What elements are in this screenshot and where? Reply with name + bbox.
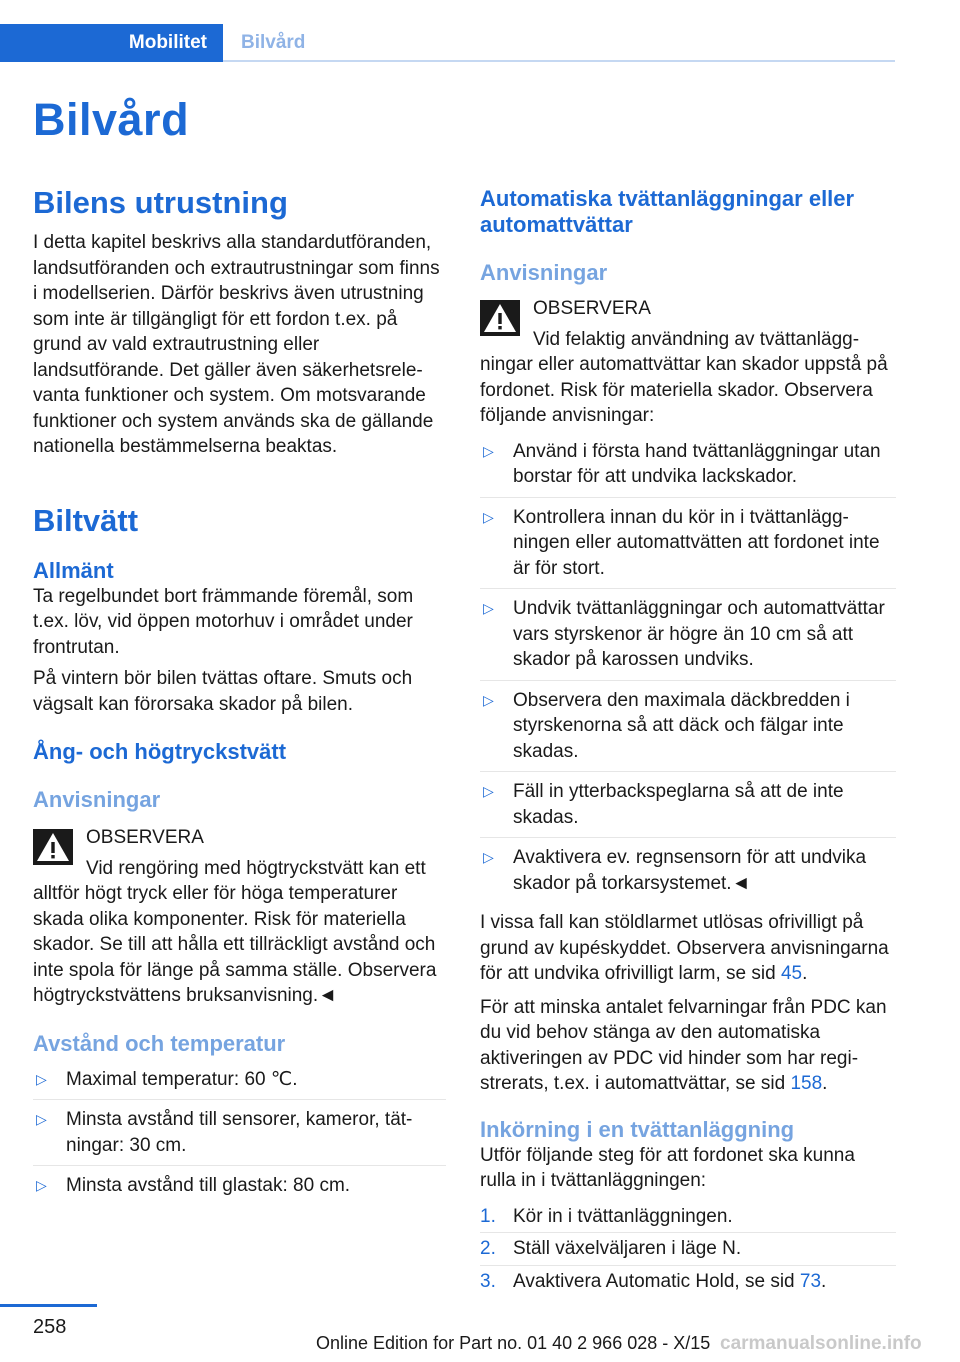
heading-anvisningar-right: Anvisningar bbox=[480, 260, 608, 285]
triangle-bullet-icon: ▷ bbox=[36, 1177, 47, 1193]
footer-accent-line bbox=[0, 1304, 97, 1307]
list-item: ▷ Avaktivera ev. regnsensorn för att undvika skador på torkarsystemet.◄ bbox=[483, 847, 867, 894]
list-item: 2. Ställ växelväljaren i läge N. bbox=[480, 1236, 896, 1266]
triangle-bullet-icon: ▷ bbox=[483, 691, 494, 708]
triangle-bullet-icon: ▷ bbox=[36, 1111, 47, 1127]
left-column bbox=[33, 184, 446, 1213]
list-item: ▷ Kontrollera innan du kör in i tvättanläggningen eller automattvätten att fordonet inte är för stort. bbox=[480, 505, 896, 590]
watermark: carmanualsonline.info bbox=[720, 1333, 922, 1354]
list-item: 3. Avaktivera Automatic Hold, se sid 73. bbox=[480, 1270, 827, 1292]
warning-label: OBSERVERA bbox=[86, 827, 204, 848]
heading-allmant: Allmänt bbox=[33, 557, 114, 583]
paragraph-allmant-2: På vintern bör bilen tvättas oftare. Smuts och vägsalt kan förorsaka skador på bilen. bbox=[33, 668, 413, 715]
warning-box-hogtryck bbox=[33, 825, 446, 1009]
distance-list bbox=[33, 1067, 446, 1206]
warning-text: Vid rengöring med högtryckstvätt kan ett alltför högt tryck eller för höga temperaturer skada olika komponenter. Risk för materiella skador. Se till att hålla ett tillräckligt avstånd och inte spola för länge på samma ställe. Observera högtryckstvättens bruksanvisning.◄ bbox=[33, 857, 437, 1006]
triangle-bullet-icon: ▷ bbox=[483, 783, 494, 799]
list-item: ▷ Minsta avstånd till sensorer, kameror, tätningar: 30 cm. bbox=[33, 1107, 446, 1166]
paragraph-pdc: För att minska antalet felvarningar från PDC kan du vid behov stänga av den automatiska aktiveringen av PDC vid hinder som har registrerats, t.ex. i automattvättar, se sid 158. bbox=[480, 996, 887, 1094]
heading-automatiska: Automatiska tvättanläggningar eller automattvättar bbox=[480, 186, 855, 237]
tab-mobilitet[interactable] bbox=[0, 24, 223, 62]
edition-text: Online Edition for Part no. 01 40 2 966 028 - X/15 bbox=[316, 1333, 711, 1353]
warning-triangle-icon bbox=[33, 829, 73, 865]
triangle-bullet-icon: ▷ bbox=[36, 1070, 47, 1087]
tab-bilvard[interactable]: Bilvård bbox=[241, 32, 306, 53]
heading-bilens-utrustning: Bilens utrustning bbox=[33, 185, 288, 220]
list-item: ▷ Undvik tvättanläggningar och automattvättar vars styrskenor är högre än 10 cm så att skador på karossen undviks. bbox=[480, 596, 896, 681]
page-link-45[interactable]: 45 bbox=[780, 963, 803, 984]
heading-biltvatt: Biltvätt bbox=[33, 502, 139, 538]
list-item: ▷ Fäll in ytterbackspeglarna så att de inte skadas. bbox=[480, 779, 896, 838]
warning-box-automattvatt bbox=[480, 296, 896, 429]
paragraph-stoldlarm: I vissa fall kan stöldlarmet utlösas ofrivilligt på grund av kupéskyddet. Observera anvisningarna för att undvika ofrivilligt larm, se sid 45. bbox=[480, 912, 889, 984]
heading-avstand-temperatur: Avstånd och temperatur bbox=[33, 1030, 286, 1056]
list-item: ▷ Använd i första hand tvättanläggningar utan borstar för att undvika lackskador. bbox=[480, 439, 896, 498]
page-link-158[interactable]: 158 bbox=[790, 1073, 823, 1094]
warning-triangle-icon bbox=[480, 300, 520, 336]
page-number: 258 bbox=[33, 1316, 67, 1338]
triangle-bullet-icon: ▷ bbox=[483, 442, 494, 459]
heading-ang-hogtryck: Ång- och högtryckstvätt bbox=[33, 739, 287, 764]
right-column bbox=[480, 184, 896, 1300]
washing-instructions-list bbox=[480, 439, 896, 904]
triangle-bullet-icon: ▷ bbox=[483, 600, 494, 616]
chapter-tabs bbox=[0, 24, 895, 62]
header-divider bbox=[223, 60, 895, 62]
page-link-73[interactable]: 73 bbox=[799, 1270, 822, 1292]
paragraph-allmant-1: Ta regelbundet bort främmande föremål, som t.ex. löv, vid öppen motorhuv i området under frontrutan. bbox=[33, 585, 414, 658]
list-item: 1. Kör in i tvättanläggningen. bbox=[480, 1204, 896, 1234]
list-item: ▷ Minsta avstånd till glastak: 80 cm. bbox=[33, 1173, 446, 1206]
triangle-bullet-icon: ▷ bbox=[483, 849, 494, 865]
warning-text: Vid felaktig användning av tvättanläggningar eller automattvättar kan skador uppstå på fordonet. Risk för materiella skador. Observera följande anvisningar: bbox=[480, 328, 888, 426]
triangle-bullet-icon: ▷ bbox=[483, 508, 494, 525]
paragraph-inkorning: Utför följande steg för att fordonet ska kunna rulla in i tvättanläggningen: bbox=[480, 1144, 855, 1191]
steps-list bbox=[480, 1204, 896, 1298]
heading-inkorning: Inkörning i en tvättanläggning bbox=[480, 1116, 795, 1142]
paragraph-utrustning: I detta kapitel beskrivs alla standardutföranden, landsutföranden och extrautrustningar som finns i modellserien. Därför beskrivs även utrustning som inte är tillgängligt för ett fordon t.ex. på grund av vald extrautrustning eller landsutförande. Det gäller även säkerhetsrelevanta funktioner och system. Om motsvarande funktioner och system används ska de gällande nationella bestämmelserna beaktas. bbox=[33, 232, 440, 457]
heading-anvisningar-left: Anvisningar bbox=[33, 787, 161, 812]
list-item: ▷ Observera den maximala däckbredden i styrskenorna så att däck och fälgar inte skadas. bbox=[480, 688, 896, 773]
page-title: Bilvård bbox=[33, 94, 190, 145]
warning-label: OBSERVERA bbox=[533, 298, 651, 319]
list-item: ▷ Maximal temperatur: 60 ℃. bbox=[33, 1067, 446, 1101]
tab-mobilitet-label: Mobilitet bbox=[128, 32, 207, 53]
